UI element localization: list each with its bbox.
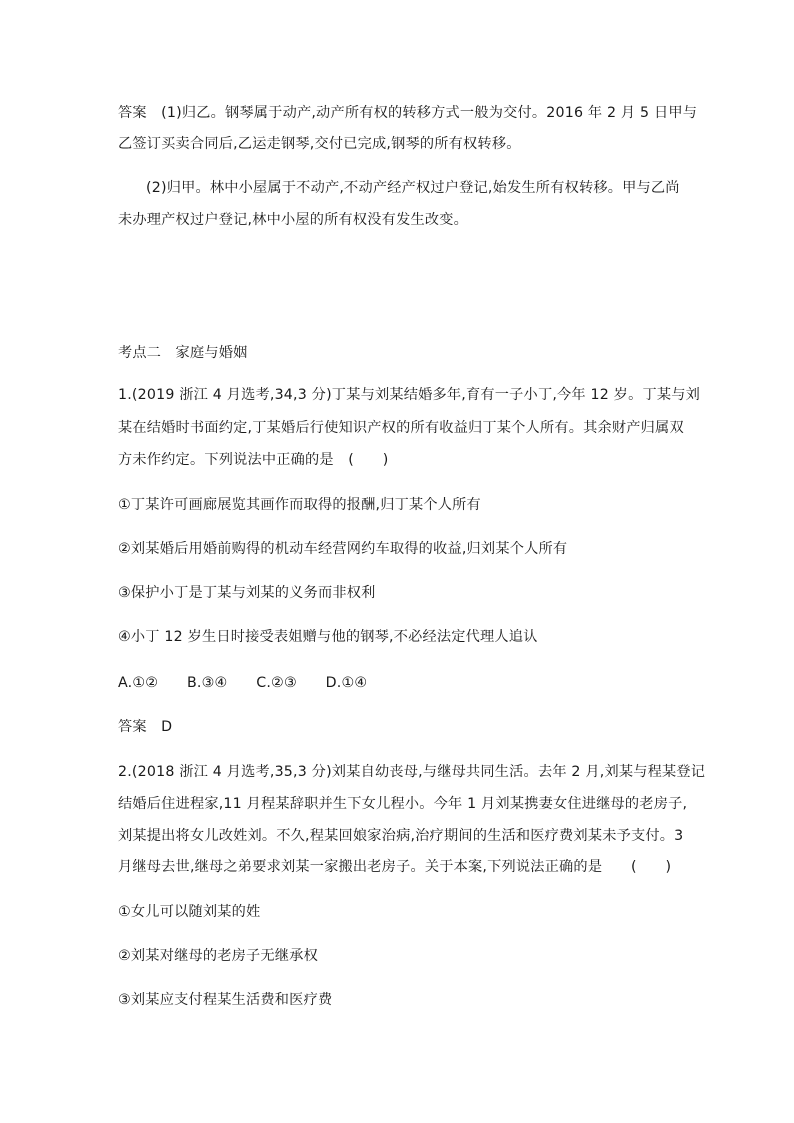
section-title: 考点二 家庭与婚姻 (118, 345, 248, 361)
q2-stem-line-1: 2.(2018 浙江 4 月选考,35,3 分)刘某自幼丧母,与继母共同生活。去年 2 月,刘某与程某登记 (118, 764, 706, 780)
q1-item-2: ②刘某婚后用婚前购得的机动车经营网约车取得的收益,归刘某个人所有 (118, 541, 568, 557)
q2-stem-line-3: 刘某提出将女儿改姓刘。不久,程某回娘家治病,治疗期间的生活和医疗费刘某未予支付。3 (118, 828, 684, 844)
q1-item-4: ④小丁 12 岁生日时接受表姐赠与他的钢琴,不必经法定代理人追认 (118, 629, 538, 645)
q1-item-3: ③保护小丁是丁某与刘某的义务而非权利 (118, 585, 376, 601)
q1-stem-line-1: 1.(2019 浙江 4 月选考,34,3 分)丁某与刘某结婚多年,育有一子小丁,今年 12 岁。丁某与刘 (118, 387, 701, 403)
q1-stem-line-3: 方未作约定。下列说法中正确的是 ( ) (118, 452, 389, 468)
answer1-line-2: 乙签订买卖合同后,乙运走钢琴,交付已完成,钢琴的所有权转移。 (118, 136, 521, 152)
answer1-line-4: 未办理产权过户登记,林中小屋的所有权没有发生改变。 (118, 212, 469, 228)
q1-stem-line-2: 某在结婚时书面约定,丁某婚后行使知识产权的所有收益归丁某个人所有。其余财产归属双 (118, 420, 684, 436)
q1-options: A.①② B.③④ C.②③ D.①④ (118, 675, 368, 691)
q2-item-2: ②刘某对继母的老房子无继承权 (118, 948, 318, 964)
q2-item-3: ③刘某应支付程某生活费和医疗费 (118, 992, 333, 1008)
answer1-line-3: (2)归甲。林中小屋属于不动产,不动产经产权过户登记,始发生所有权转移。甲与乙尚 (146, 180, 680, 196)
q2-item-1: ①女儿可以随刘某的姓 (118, 904, 261, 920)
q2-stem-line-2: 结婚后住进程家,11 月程某辞职并生下女儿程小。今年 1 月刘某携妻女住进继母的老房子, (118, 796, 688, 812)
q1-answer: 答案 D (118, 719, 173, 735)
answer1-line-1: 答案 (1)归乙。钢琴属于动产,动产所有权的转移方式一般为交付。2016 年 2 月 5 日甲与 (118, 105, 698, 121)
q2-stem-line-4: 月继母去世,继母之弟要求刘某一家搬出老房子。关于本案,下列说法正确的是 ( ) (118, 859, 672, 875)
q1-item-1: ①丁某许可画廊展览其画作而取得的报酬,归丁某个人所有 (118, 497, 481, 513)
